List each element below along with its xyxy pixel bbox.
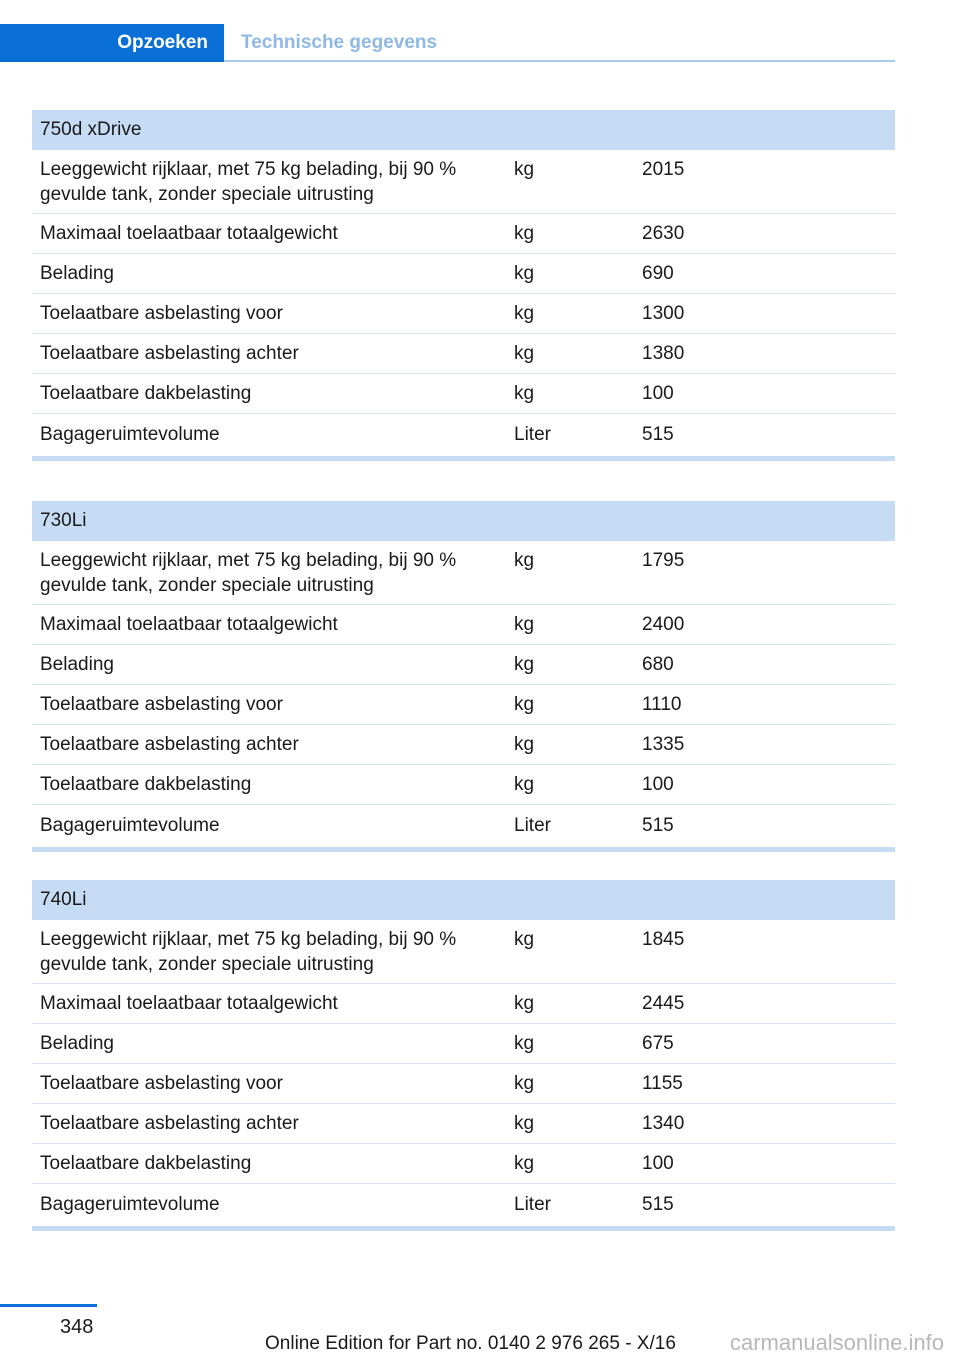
row-unit: kg [514, 303, 535, 324]
row-unit: kg [514, 694, 535, 715]
row-label: Toelaatbare dakbelasting [40, 1153, 252, 1174]
row-label: Toelaatbare dakbelasting [40, 383, 252, 404]
row-value: 690 [642, 263, 674, 284]
row-value: 1110 [642, 694, 682, 715]
row-label: Toelaatbare asbelasting voor [40, 694, 283, 715]
row-label: Leeggewicht rijklaar, met 75 kg belading, bij 90 % gevulde tank, zonder speciale uitrusting [40, 159, 457, 205]
table-row [32, 214, 895, 254]
row-value: 515 [642, 423, 674, 445]
row-unit: kg [514, 383, 535, 404]
table-bottom-rule [32, 456, 895, 461]
table-row [32, 254, 895, 294]
page-header [0, 24, 895, 62]
table-row [32, 334, 895, 374]
table-row [32, 605, 895, 645]
table-row [32, 1064, 895, 1104]
row-value: 1340 [642, 1113, 685, 1134]
row-unit: kg [514, 550, 535, 571]
row-value: 1845 [642, 929, 685, 950]
table-row [32, 984, 895, 1024]
table-row [32, 805, 895, 845]
row-unit: kg [514, 343, 535, 364]
page-number: 348 [60, 1316, 94, 1338]
tab-technische-gegevens[interactable]: Technische gegevens [241, 32, 438, 53]
row-unit: kg [514, 774, 535, 795]
table-bottom-rule [32, 1226, 895, 1231]
row-label: Bagageruimtevolume [40, 423, 220, 445]
row-value: 1380 [642, 343, 685, 364]
row-value: 100 [642, 1153, 674, 1174]
row-value: 1335 [642, 734, 685, 755]
row-label: Leeggewicht rijklaar, met 75 kg belading, bij 90 % gevulde tank, zonder speciale uitrusting [40, 550, 457, 596]
row-label: Maximaal toelaatbaar totaalgewicht [40, 223, 338, 244]
row-label: Belading [40, 1033, 114, 1054]
header-divider [224, 60, 895, 62]
edition-text: Online Edition for Part no. 0140 2 976 265 - X/16 [265, 1333, 676, 1354]
page-number-rule [0, 1304, 97, 1307]
table-row [32, 541, 895, 605]
row-unit: Liter [514, 814, 551, 836]
table-row [32, 294, 895, 334]
row-label: Toelaatbare asbelasting achter [40, 1113, 299, 1134]
row-label: Bagageruimtevolume [40, 1193, 220, 1215]
row-unit: kg [514, 734, 535, 755]
table-row [32, 150, 895, 214]
row-value: 515 [642, 1193, 674, 1215]
row-label: Toelaatbare asbelasting voor [40, 1073, 283, 1094]
spec-table-730li [32, 501, 895, 852]
table-row [32, 414, 895, 454]
row-label: Toelaatbare dakbelasting [40, 774, 252, 795]
row-unit: kg [514, 614, 535, 635]
row-value: 100 [642, 774, 674, 795]
row-label: Leeggewicht rijklaar, met 75 kg belading, bij 90 % gevulde tank, zonder speciale uitrusting [40, 929, 457, 975]
row-unit: kg [514, 159, 535, 180]
row-value: 2445 [642, 993, 685, 1014]
row-label: Maximaal toelaatbaar totaalgewicht [40, 993, 338, 1014]
row-value: 1155 [642, 1073, 683, 1094]
row-unit: kg [514, 1153, 535, 1174]
tab-opzoeken[interactable]: Opzoeken [0, 24, 224, 62]
row-value: 515 [642, 814, 674, 836]
row-label: Bagageruimtevolume [40, 814, 220, 836]
row-value: 2015 [642, 159, 685, 180]
row-label: Toelaatbare asbelasting achter [40, 343, 299, 364]
row-unit: kg [514, 993, 535, 1014]
row-value: 100 [642, 383, 674, 404]
row-unit: Liter [514, 1193, 551, 1215]
row-unit: kg [514, 223, 535, 244]
table-bottom-rule [32, 847, 895, 852]
table-row [32, 1024, 895, 1064]
table-title: 750d xDrive [32, 110, 895, 150]
row-unit: kg [514, 1073, 535, 1094]
table-title: 740Li [32, 880, 895, 920]
row-unit: kg [514, 1033, 535, 1054]
row-value: 1300 [642, 303, 685, 324]
table-row [32, 685, 895, 725]
row-unit: kg [514, 929, 535, 950]
row-value: 1795 [642, 550, 685, 571]
row-label: Belading [40, 263, 114, 284]
table-row [32, 765, 895, 805]
table-row [32, 725, 895, 765]
spec-table-740li [32, 880, 895, 1231]
table-row [32, 1104, 895, 1144]
watermark: carmanualsonline.info [729, 1330, 944, 1355]
row-value: 680 [642, 654, 674, 675]
table-row [32, 1144, 895, 1184]
row-label: Maximaal toelaatbaar totaalgewicht [40, 614, 338, 635]
row-label: Toelaatbare asbelasting achter [40, 734, 299, 755]
table-row [32, 645, 895, 685]
table-row [32, 920, 895, 984]
row-label: Toelaatbare asbelasting voor [40, 303, 283, 324]
row-unit: kg [514, 654, 535, 675]
row-value: 2630 [642, 223, 685, 244]
row-unit: Liter [514, 423, 551, 445]
row-value: 2400 [642, 614, 685, 635]
table-row [32, 1184, 895, 1224]
spec-table-750d-xdrive [32, 110, 895, 461]
row-unit: kg [514, 1113, 535, 1134]
row-unit: kg [514, 263, 535, 284]
table-title: 730Li [32, 501, 895, 541]
table-row [32, 374, 895, 414]
row-label: Belading [40, 654, 114, 675]
row-value: 675 [642, 1033, 674, 1054]
